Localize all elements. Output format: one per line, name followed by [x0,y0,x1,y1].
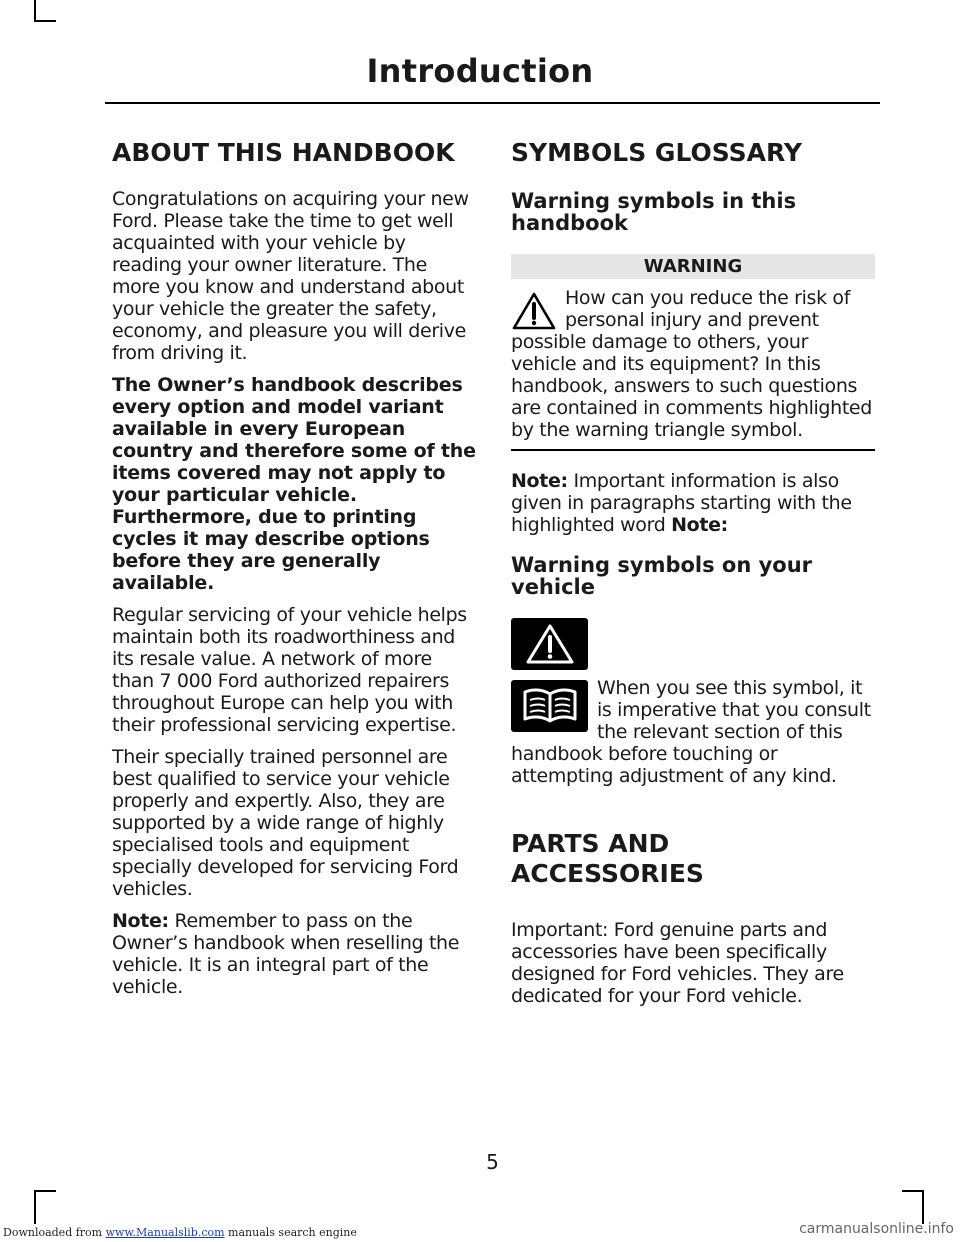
warning-symbols-handbook-heading: Warning symbols in this handbook [511,189,797,235]
warning-symbols-vehicle-heading: Warning symbols on your vehicle [511,552,813,599]
warning-block [511,287,875,441]
vehicle-warning-symbol [511,618,588,670]
page-header-title: Introduction [366,52,594,90]
crop-mark-bl-v [34,1190,36,1224]
note-word: Note: [671,513,728,536]
open-book-icon [520,686,580,726]
page-number: 5 [486,1150,499,1174]
crop-mark-bl-h [34,1190,56,1192]
symbol-explanation-text: When you see this symbol, it is imperative that you consult the relevant section of this handbook before touching or attempting adjustment of any kind. [511,676,871,787]
note-highlight-paragraph [511,470,875,536]
warning-triangle-icon [524,622,576,666]
note-text: Important information is also given in paragraphs starting with the highlighted word [511,469,852,536]
right-column [511,138,875,1017]
handbook-scope-paragraph: The Owner’s handbook describes every option and model variant available in every European country and therefore some of the items covered may not apply to your particular vehicle. Furthermore, due to printing cycles it may describe options before they are generally available. [112,374,476,594]
crop-mark-tl-v [34,0,36,22]
book-symbol-block [511,677,875,787]
about-handbook-heading: ABOUT THIS HANDBOOK [112,138,455,167]
note-text: Remember to pass on the Owner’s handbook when reselling the vehicle. It is an integral part of the vehicle. [112,910,460,998]
download-footer [3,1226,357,1239]
parts-title-line-1: PARTS AND [511,828,670,858]
parts-text: Important: Ford genuine parts and accessories have been specifically designed for Ford vehicles. They are dedicated for your Ford vehicle. [511,918,844,1007]
left-column [112,138,477,1008]
crop-mark-tl-h [34,20,56,22]
symbols-glossary-heading: SYMBOLS GLOSSARY [511,138,802,167]
note-label: Note: [112,910,169,932]
crop-mark-br-v [922,1190,924,1224]
warning-text: How can you reduce the risk of personal injury and prevent possible damage to others, your vehicle and its equipment? In this handbook, answers to such questions are contained in comments highlighted by the warning triangle symbol. [511,287,872,441]
watermark-text: carmanualsonline.info [799,1221,954,1237]
vehicle-book-symbol [511,680,588,732]
note-label: Note: [511,469,568,492]
servicing-paragraph: Regular servicing of your vehicle helps maintain both its roadworthiness and its resale value. A network of more than 7 000 Ford authorized repairers throughout Europe can help you with their professional servicing expertise. [112,604,467,736]
parts-accessories-heading [511,829,875,889]
warning-rule [511,449,875,451]
header-rule [105,102,880,104]
warning-band: WARNING [511,254,875,279]
congratulations-paragraph: Congratulations on acquiring your new Ford. Please take the time to get well acquainted with your vehicle by reading your owner literature. The more you know and understand about your vehicle the greater the safety, economy, and pleasure you will derive from driving it. [112,188,469,364]
crop-mark-br-h [902,1190,924,1192]
footer-suffix: manuals search engine [224,1226,357,1239]
footer-prefix: Downloaded from [3,1226,106,1239]
parts-title-line-2: ACCESSORIES [511,858,704,888]
warning-triangle-icon [511,291,557,331]
manualslib-link[interactable]: www.Manualslib.com [105,1226,225,1239]
personnel-paragraph: Their specially trained personnel are best qualified to service your vehicle properly and expertly. Also, they are supported by a wide range of highly specialised tools and equipment specially developed for servicing Ford vehicles. [112,746,459,900]
handbook-note-paragraph [112,910,477,998]
